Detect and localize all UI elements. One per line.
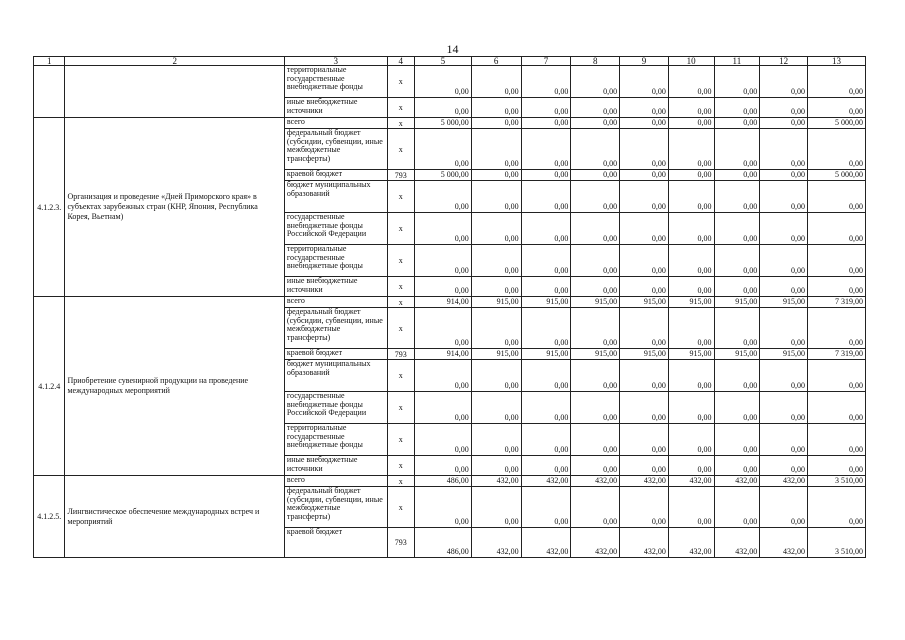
section-index: 4.1.2.5. [34, 476, 65, 558]
value-cell: 0,00 [521, 487, 571, 528]
funding-source-cell: иные внебюджетные источники [284, 456, 387, 476]
empty-index-cell [34, 66, 65, 118]
value-cell: 0,00 [760, 245, 808, 277]
value-cell: 915,00 [471, 297, 521, 308]
funding-source-cell: территориальные государственные внебюджетные фонды [284, 424, 387, 456]
value-cell: 0,00 [714, 424, 760, 456]
value-cell: 0,00 [471, 129, 521, 170]
column-number: 13 [807, 57, 865, 66]
value-cell: 0,00 [714, 170, 760, 181]
code-cell: x [387, 277, 414, 297]
section-title: Приобретение сувенирной продукции на проведение международных мероприятий [65, 297, 284, 476]
funding-source-cell: бюджет муниципальных образований [284, 360, 387, 392]
value-cell: 0,00 [620, 213, 669, 245]
column-number-row [34, 57, 866, 66]
value-cell: 0,00 [471, 66, 521, 98]
value-cell: 432,00 [620, 476, 669, 487]
value-cell: 0,00 [620, 129, 669, 170]
value-cell: 5 000,00 [807, 170, 865, 181]
column-number: 9 [620, 57, 669, 66]
column-number: 3 [284, 57, 387, 66]
value-cell: 432,00 [668, 528, 714, 558]
value-cell: 0,00 [620, 66, 669, 98]
value-cell: 0,00 [668, 392, 714, 424]
section-title: Организация и проведение «Дней Приморского края» в субъектах зарубежных стран (КНР, Япония, Республика Корея, Вьетнам) [65, 118, 284, 297]
budget-table [33, 56, 866, 558]
value-cell: 5 000,00 [414, 118, 471, 129]
value-cell: 0,00 [620, 360, 669, 392]
value-cell: 5 000,00 [807, 118, 865, 129]
value-cell: 0,00 [668, 66, 714, 98]
value-cell: 0,00 [521, 360, 571, 392]
code-cell: 793 [387, 528, 414, 558]
value-cell: 0,00 [620, 118, 669, 129]
value-cell: 0,00 [571, 487, 620, 528]
funding-source-cell: федеральный бюджет (субсидии, субвенции, иные межбюджетные трансферты) [284, 308, 387, 349]
value-cell: 0,00 [620, 98, 669, 118]
value-cell: 0,00 [668, 277, 714, 297]
value-cell: 0,00 [714, 392, 760, 424]
value-cell: 0,00 [471, 392, 521, 424]
value-cell: 0,00 [807, 66, 865, 98]
value-cell: 432,00 [471, 528, 521, 558]
value-cell: 432,00 [521, 476, 571, 487]
value-cell: 0,00 [521, 129, 571, 170]
value-cell: 0,00 [714, 129, 760, 170]
value-cell: 0,00 [571, 181, 620, 213]
value-cell: 0,00 [521, 456, 571, 476]
value-cell: 0,00 [714, 277, 760, 297]
value-cell: 0,00 [760, 456, 808, 476]
value-cell: 0,00 [760, 170, 808, 181]
code-cell: x [387, 392, 414, 424]
table-row [34, 66, 866, 98]
column-number: 8 [571, 57, 620, 66]
value-cell: 0,00 [414, 360, 471, 392]
value-cell: 432,00 [620, 528, 669, 558]
column-number: 7 [521, 57, 571, 66]
value-cell: 0,00 [471, 213, 521, 245]
page-number: 14 [446, 42, 459, 56]
section-index: 4.1.2.4 [34, 297, 65, 476]
section-index: 4.1.2.3. [34, 118, 65, 297]
value-cell: 0,00 [571, 308, 620, 349]
value-cell: 0,00 [620, 308, 669, 349]
value-cell: 0,00 [471, 456, 521, 476]
value-cell: 0,00 [807, 181, 865, 213]
value-cell: 0,00 [668, 245, 714, 277]
value-cell: 0,00 [714, 456, 760, 476]
value-cell: 0,00 [714, 181, 760, 213]
value-cell: 0,00 [571, 129, 620, 170]
value-cell: 915,00 [620, 349, 669, 360]
value-cell: 0,00 [521, 308, 571, 349]
funding-source-cell: краевой бюджет [284, 349, 387, 360]
funding-source-cell: федеральный бюджет (субсидии, субвенции, иные межбюджетные трансферты) [284, 129, 387, 170]
section-title: Лингвистическое обеспечение международных встреч и мероприятий [65, 476, 284, 558]
value-cell: 915,00 [714, 297, 760, 308]
value-cell: 915,00 [620, 297, 669, 308]
value-cell: 0,00 [471, 98, 521, 118]
value-cell: 0,00 [571, 98, 620, 118]
funding-source-cell: всего [284, 476, 387, 487]
code-cell: x [387, 66, 414, 98]
value-cell: 7 319,00 [807, 349, 865, 360]
value-cell: 486,00 [414, 476, 471, 487]
value-cell: 0,00 [620, 277, 669, 297]
value-cell: 432,00 [571, 476, 620, 487]
value-cell: 0,00 [668, 487, 714, 528]
code-cell: x [387, 308, 414, 349]
value-cell: 0,00 [760, 98, 808, 118]
value-cell: 0,00 [571, 360, 620, 392]
value-cell: 0,00 [414, 277, 471, 297]
value-cell: 432,00 [471, 476, 521, 487]
value-cell: 915,00 [714, 349, 760, 360]
value-cell: 915,00 [571, 297, 620, 308]
value-cell: 0,00 [471, 277, 521, 297]
value-cell: 0,00 [714, 245, 760, 277]
value-cell: 0,00 [471, 245, 521, 277]
code-cell: 793 [387, 349, 414, 360]
value-cell: 0,00 [571, 245, 620, 277]
column-number: 4 [387, 57, 414, 66]
value-cell: 915,00 [521, 349, 571, 360]
value-cell: 0,00 [471, 118, 521, 129]
value-cell: 0,00 [760, 213, 808, 245]
code-cell: x [387, 181, 414, 213]
value-cell: 7 319,00 [807, 297, 865, 308]
column-number: 2 [65, 57, 284, 66]
value-cell: 432,00 [760, 528, 808, 558]
value-cell: 3 510,00 [807, 528, 865, 558]
value-cell: 0,00 [668, 360, 714, 392]
value-cell: 0,00 [760, 360, 808, 392]
funding-source-cell: территориальные государственные внебюджетные фонды [284, 245, 387, 277]
funding-source-cell: территориальные государственные внебюджетные фонды [284, 66, 387, 98]
value-cell: 0,00 [807, 456, 865, 476]
value-cell: 432,00 [714, 476, 760, 487]
code-cell: x [387, 98, 414, 118]
value-cell: 0,00 [571, 277, 620, 297]
value-cell: 914,00 [414, 297, 471, 308]
code-cell: x [387, 129, 414, 170]
value-cell: 0,00 [714, 66, 760, 98]
code-cell: x [387, 360, 414, 392]
value-cell: 0,00 [620, 392, 669, 424]
value-cell: 0,00 [807, 98, 865, 118]
value-cell: 0,00 [668, 308, 714, 349]
value-cell: 915,00 [760, 297, 808, 308]
value-cell: 0,00 [760, 66, 808, 98]
value-cell: 0,00 [620, 170, 669, 181]
code-cell: x [387, 245, 414, 277]
value-cell: 0,00 [521, 245, 571, 277]
value-cell: 915,00 [571, 349, 620, 360]
funding-source-cell: бюджет муниципальных образований [284, 181, 387, 213]
funding-source-cell: федеральный бюджет (субсидии, субвенции, иные межбюджетные трансферты) [284, 487, 387, 528]
code-cell: 793 [387, 170, 414, 181]
value-cell: 0,00 [668, 129, 714, 170]
funding-source-cell: краевой бюджет [284, 528, 387, 558]
value-cell: 0,00 [571, 213, 620, 245]
value-cell: 0,00 [714, 213, 760, 245]
value-cell: 0,00 [414, 487, 471, 528]
value-cell: 0,00 [571, 170, 620, 181]
value-cell: 0,00 [471, 170, 521, 181]
value-cell: 0,00 [807, 392, 865, 424]
value-cell: 0,00 [668, 98, 714, 118]
funding-source-cell: иные внебюджетные источники [284, 98, 387, 118]
value-cell: 0,00 [521, 118, 571, 129]
funding-source-cell: всего [284, 297, 387, 308]
value-cell: 0,00 [807, 308, 865, 349]
value-cell: 432,00 [714, 528, 760, 558]
value-cell: 486,00 [414, 528, 471, 558]
empty-title-cell [65, 66, 284, 118]
value-cell: 915,00 [668, 349, 714, 360]
code-cell: x [387, 118, 414, 129]
value-cell: 0,00 [414, 392, 471, 424]
value-cell: 0,00 [807, 487, 865, 528]
value-cell: 0,00 [414, 245, 471, 277]
value-cell: 0,00 [620, 487, 669, 528]
value-cell: 5 000,00 [414, 170, 471, 181]
value-cell: 0,00 [760, 392, 808, 424]
value-cell: 0,00 [714, 487, 760, 528]
code-cell: x [387, 424, 414, 456]
funding-source-cell: государственные внебюджетные фонды Российской Федерации [284, 213, 387, 245]
column-number: 6 [471, 57, 521, 66]
value-cell: 0,00 [760, 118, 808, 129]
value-cell: 0,00 [807, 424, 865, 456]
value-cell: 0,00 [471, 487, 521, 528]
value-cell: 0,00 [714, 360, 760, 392]
value-cell: 0,00 [668, 118, 714, 129]
table-row [34, 118, 866, 129]
value-cell: 0,00 [471, 360, 521, 392]
value-cell: 915,00 [521, 297, 571, 308]
value-cell: 0,00 [571, 424, 620, 456]
value-cell: 0,00 [521, 392, 571, 424]
value-cell: 0,00 [620, 245, 669, 277]
funding-source-cell: государственные внебюджетные фонды Российской Федерации [284, 392, 387, 424]
value-cell: 0,00 [521, 66, 571, 98]
value-cell: 0,00 [414, 424, 471, 456]
funding-source-cell: иные внебюджетные источники [284, 277, 387, 297]
value-cell: 0,00 [571, 118, 620, 129]
value-cell: 0,00 [471, 424, 521, 456]
value-cell: 0,00 [620, 424, 669, 456]
column-number: 12 [760, 57, 808, 66]
value-cell: 0,00 [760, 181, 808, 213]
value-cell: 0,00 [668, 181, 714, 213]
value-cell: 0,00 [414, 66, 471, 98]
value-cell: 0,00 [414, 456, 471, 476]
column-number: 11 [714, 57, 760, 66]
value-cell: 0,00 [668, 456, 714, 476]
value-cell: 0,00 [414, 129, 471, 170]
value-cell: 432,00 [668, 476, 714, 487]
value-cell: 0,00 [521, 98, 571, 118]
column-number: 1 [34, 57, 65, 66]
value-cell: 0,00 [414, 213, 471, 245]
value-cell: 0,00 [471, 181, 521, 213]
value-cell: 0,00 [760, 308, 808, 349]
value-cell: 432,00 [521, 528, 571, 558]
value-cell: 0,00 [760, 129, 808, 170]
value-cell: 0,00 [760, 487, 808, 528]
value-cell: 0,00 [571, 456, 620, 476]
value-cell: 0,00 [714, 98, 760, 118]
value-cell: 0,00 [571, 392, 620, 424]
value-cell: 0,00 [668, 170, 714, 181]
code-cell: x [387, 487, 414, 528]
value-cell: 0,00 [521, 213, 571, 245]
value-cell: 915,00 [760, 349, 808, 360]
value-cell: 915,00 [668, 297, 714, 308]
value-cell: 0,00 [807, 360, 865, 392]
value-cell: 432,00 [571, 528, 620, 558]
table-row [34, 476, 866, 487]
value-cell: 0,00 [714, 308, 760, 349]
value-cell: 0,00 [521, 424, 571, 456]
value-cell: 0,00 [807, 277, 865, 297]
code-cell: x [387, 213, 414, 245]
funding-source-cell: всего [284, 118, 387, 129]
column-number: 10 [668, 57, 714, 66]
value-cell: 915,00 [471, 349, 521, 360]
code-cell: x [387, 297, 414, 308]
value-cell: 0,00 [668, 424, 714, 456]
value-cell: 3 510,00 [807, 476, 865, 487]
value-cell: 0,00 [521, 277, 571, 297]
value-cell: 914,00 [414, 349, 471, 360]
value-cell: 0,00 [760, 424, 808, 456]
value-cell: 0,00 [807, 245, 865, 277]
value-cell: 0,00 [471, 308, 521, 349]
column-number: 5 [414, 57, 471, 66]
value-cell: 0,00 [714, 118, 760, 129]
funding-source-cell: краевой бюджет [284, 170, 387, 181]
value-cell: 0,00 [620, 181, 669, 213]
value-cell: 0,00 [414, 308, 471, 349]
code-cell: x [387, 456, 414, 476]
value-cell: 0,00 [807, 213, 865, 245]
table-row [34, 297, 866, 308]
value-cell: 0,00 [414, 181, 471, 213]
value-cell: 0,00 [521, 170, 571, 181]
value-cell: 0,00 [807, 129, 865, 170]
value-cell: 432,00 [760, 476, 808, 487]
value-cell: 0,00 [571, 66, 620, 98]
code-cell: x [387, 476, 414, 487]
value-cell: 0,00 [668, 213, 714, 245]
value-cell: 0,00 [760, 277, 808, 297]
value-cell: 0,00 [414, 98, 471, 118]
value-cell: 0,00 [521, 181, 571, 213]
value-cell: 0,00 [620, 456, 669, 476]
